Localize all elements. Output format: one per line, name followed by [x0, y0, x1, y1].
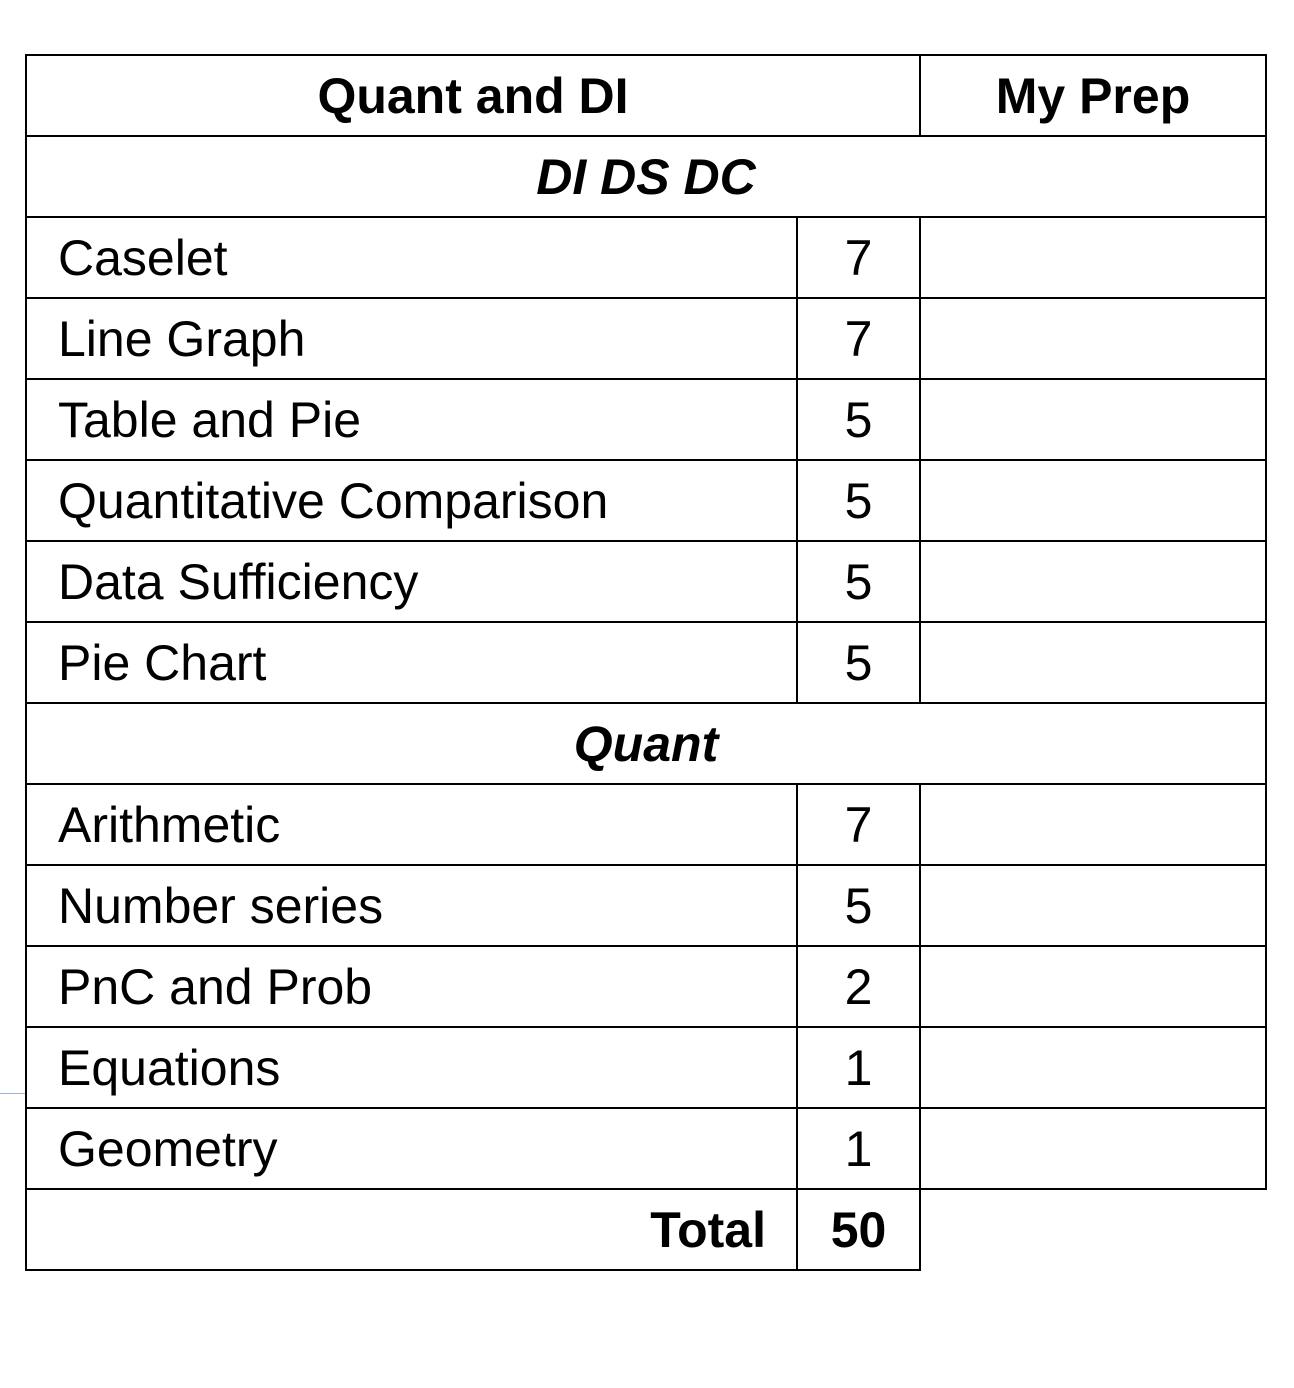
- my-prep-cell[interactable]: [920, 784, 1266, 865]
- topic-name: Geometry: [26, 1108, 797, 1189]
- table-row: [26, 298, 1266, 379]
- my-prep-cell[interactable]: [920, 1108, 1266, 1189]
- question-count: 1: [797, 1027, 920, 1108]
- table-row: [26, 622, 1266, 703]
- section-title-di-ds-dc: DI DS DC: [26, 136, 1266, 217]
- my-prep-cell[interactable]: [920, 379, 1266, 460]
- total-value: 50: [797, 1189, 920, 1270]
- table-row: [26, 379, 1266, 460]
- topic-name: PnC and Prob: [26, 946, 797, 1027]
- topic-name: Arithmetic: [26, 784, 797, 865]
- topic-name: Data Sufficiency: [26, 541, 797, 622]
- my-prep-cell[interactable]: [920, 460, 1266, 541]
- total-label: Total: [26, 1189, 797, 1270]
- my-prep-cell[interactable]: [920, 217, 1266, 298]
- question-count: 7: [797, 784, 920, 865]
- topic-name: Pie Chart: [26, 622, 797, 703]
- question-count: 2: [797, 946, 920, 1027]
- my-prep-cell[interactable]: [920, 541, 1266, 622]
- section-header-row: [26, 703, 1266, 784]
- table-row: [26, 541, 1266, 622]
- topic-name: Caselet: [26, 217, 797, 298]
- my-prep-cell[interactable]: [920, 298, 1266, 379]
- topic-name: Line Graph: [26, 298, 797, 379]
- my-prep-cell[interactable]: [920, 622, 1266, 703]
- question-count: 5: [797, 541, 920, 622]
- table-row: [26, 946, 1266, 1027]
- section-header-row: [26, 136, 1266, 217]
- my-prep-cell[interactable]: [920, 865, 1266, 946]
- total-row-blank: [920, 1189, 1266, 1270]
- table-row: [26, 460, 1266, 541]
- table-row: [26, 217, 1266, 298]
- section-title-quant: Quant: [26, 703, 1266, 784]
- question-count: 5: [797, 379, 920, 460]
- table-row: [26, 865, 1266, 946]
- table-row: [26, 1027, 1266, 1108]
- table-row: [26, 784, 1266, 865]
- my-prep-cell[interactable]: [920, 946, 1266, 1027]
- topic-name: Number series: [26, 865, 797, 946]
- table-header-row: [26, 55, 1266, 136]
- topic-name: Equations: [26, 1027, 797, 1108]
- topic-name: Quantitative Comparison: [26, 460, 797, 541]
- table-row: [26, 1108, 1266, 1189]
- question-count: 5: [797, 622, 920, 703]
- my-prep-cell[interactable]: [920, 1027, 1266, 1108]
- question-count: 5: [797, 460, 920, 541]
- topic-name: Table and Pie: [26, 379, 797, 460]
- my-prep-header: My Prep: [920, 55, 1266, 136]
- total-row: [26, 1189, 1266, 1270]
- table-title: Quant and DI: [26, 55, 920, 136]
- question-count: 5: [797, 865, 920, 946]
- question-count: 7: [797, 298, 920, 379]
- syllabus-table: [25, 54, 1267, 1271]
- page-margin-line: [0, 1093, 26, 1094]
- question-count: 1: [797, 1108, 920, 1189]
- question-count: 7: [797, 217, 920, 298]
